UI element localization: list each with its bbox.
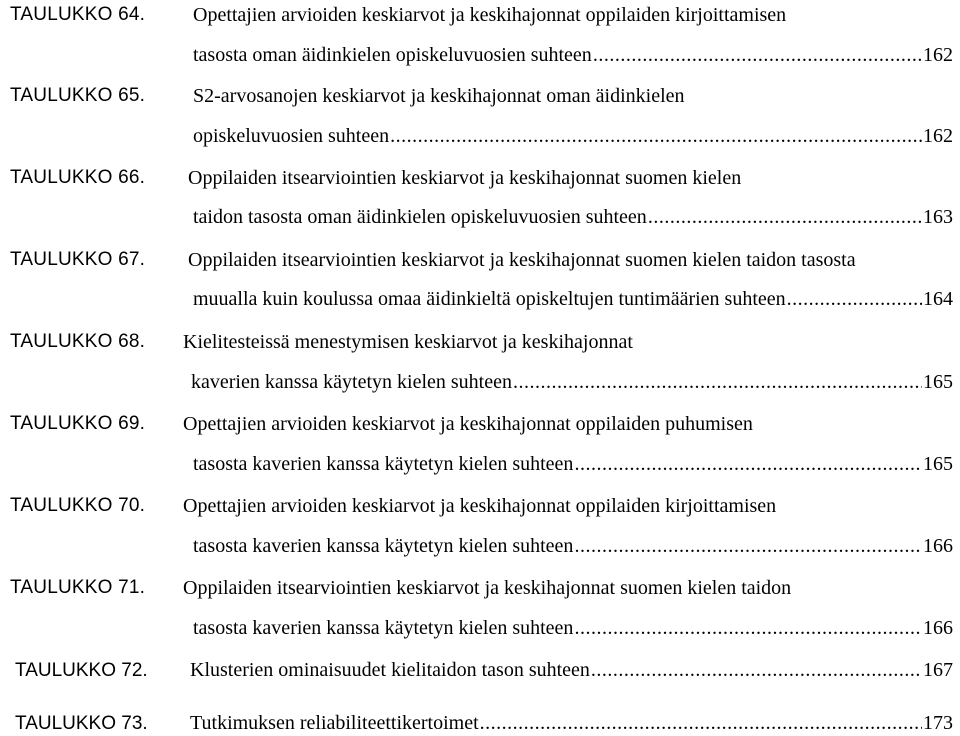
entry-page-number: 173 — [923, 712, 953, 734]
entry-title: S2-arvosanojen keskiarvot ja keskihajonnat oman äidinkielen — [193, 85, 685, 107]
entry-page-number: 166 — [923, 617, 953, 639]
toc-entry-72 — [15, 658, 953, 683]
entry-label: TAULUKKO 65. — [10, 85, 146, 106]
entry-page-number: 167 — [923, 659, 953, 681]
entry-label: TAULUKKO 67. — [10, 249, 146, 270]
entry-title: Opettajien arvioiden keskiarvot ja keskihajonnat oppilaiden puhumisen — [183, 413, 753, 435]
dot-leader — [574, 616, 922, 640]
entry-title-continued: tasosta kaverien kanssa käytetyn kielen suhteen — [193, 535, 574, 557]
entry-page-number: 166 — [923, 535, 953, 557]
entry-label: TAULUKKO 71. — [10, 577, 146, 598]
entry-title-continued: taidon tasosta oman äidinkielen opiskeluvuosien suhteen — [193, 206, 647, 228]
entry-title-continued: opiskeluvuosien suhteen — [193, 125, 390, 147]
entry-title: Oppilaiden itsearviointien keskiarvot ja keskihajonnat suomen kielen — [188, 167, 742, 189]
toc-entry-65-continuation — [193, 124, 953, 148]
entry-label: TAULUKKO 64. — [10, 4, 146, 25]
entry-label: TAULUKKO 72. — [15, 660, 148, 681]
dot-leader — [593, 43, 922, 67]
entry-title-continued: tasosta oman äidinkielen opiskeluvuosien suhteen — [193, 44, 592, 66]
entry-title: Klusterien ominaisuudet kielitaidon tason suhteen — [190, 659, 590, 681]
entry-title: Oppilaiden itsearviointien keskiarvot ja keskihajonnat suomen kielen taidon — [183, 577, 792, 599]
dot-leader — [513, 370, 922, 394]
entry-label: TAULUKKO 70. — [10, 495, 146, 516]
entry-page-number: 165 — [923, 371, 953, 393]
dot-leader — [390, 124, 922, 148]
entry-title: Tutkimuksen reliabiliteettikertoimet — [190, 712, 479, 734]
dot-leader — [574, 534, 922, 558]
entry-page-number: 163 — [923, 206, 953, 228]
toc-entry-70-continuation — [193, 534, 953, 558]
dot-leader — [591, 658, 922, 682]
entry-title: Opettajien arvioiden keskiarvot ja keskihajonnat oppilaiden kirjoittamisen — [183, 495, 777, 517]
dot-leader — [648, 205, 922, 229]
entry-label: TAULUKKO 73. — [15, 713, 148, 734]
entry-title-continued: tasosta kaverien kanssa käytetyn kielen suhteen — [193, 617, 574, 639]
entry-page-number: 164 — [923, 288, 953, 310]
dot-leader — [480, 711, 922, 735]
entry-title-continued: muualla kuin koulussa omaa äidinkieltä opiskeltujen tuntimäärien suhteen — [193, 288, 786, 310]
entry-label: TAULUKKO 69. — [10, 413, 146, 434]
toc-entry-64-continuation — [193, 43, 953, 67]
toc-entry-67-continuation — [193, 287, 953, 311]
dot-leader — [574, 452, 922, 476]
entry-title: Kielitesteissä menestymisen keskiarvot ja keskihajonnat — [183, 331, 633, 353]
entry-page-number: 162 — [923, 125, 953, 147]
entry-label: TAULUKKO 68. — [10, 331, 146, 352]
toc-entry-66-continuation — [193, 205, 953, 229]
toc-entry-68-continuation — [191, 370, 953, 394]
entry-title: Oppilaiden itsearviointien keskiarvot ja keskihajonnat suomen kielen taidon tasosta — [188, 249, 856, 271]
toc-entry-73 — [15, 711, 953, 736]
toc-entry-69-continuation — [193, 452, 953, 476]
entry-title: Opettajien arvioiden keskiarvot ja keskihajonnat oppilaiden kirjoittamisen — [193, 4, 787, 26]
entry-page-number: 165 — [923, 453, 953, 475]
entry-title-continued: tasosta kaverien kanssa käytetyn kielen suhteen — [193, 453, 574, 475]
entry-title-continued: kaverien kanssa käytetyn kielen suhteen — [191, 371, 512, 393]
toc-entry-71-continuation — [193, 616, 953, 640]
dot-leader — [787, 287, 922, 311]
entry-label: TAULUKKO 66. — [10, 167, 146, 188]
entry-page-number: 162 — [923, 44, 953, 66]
